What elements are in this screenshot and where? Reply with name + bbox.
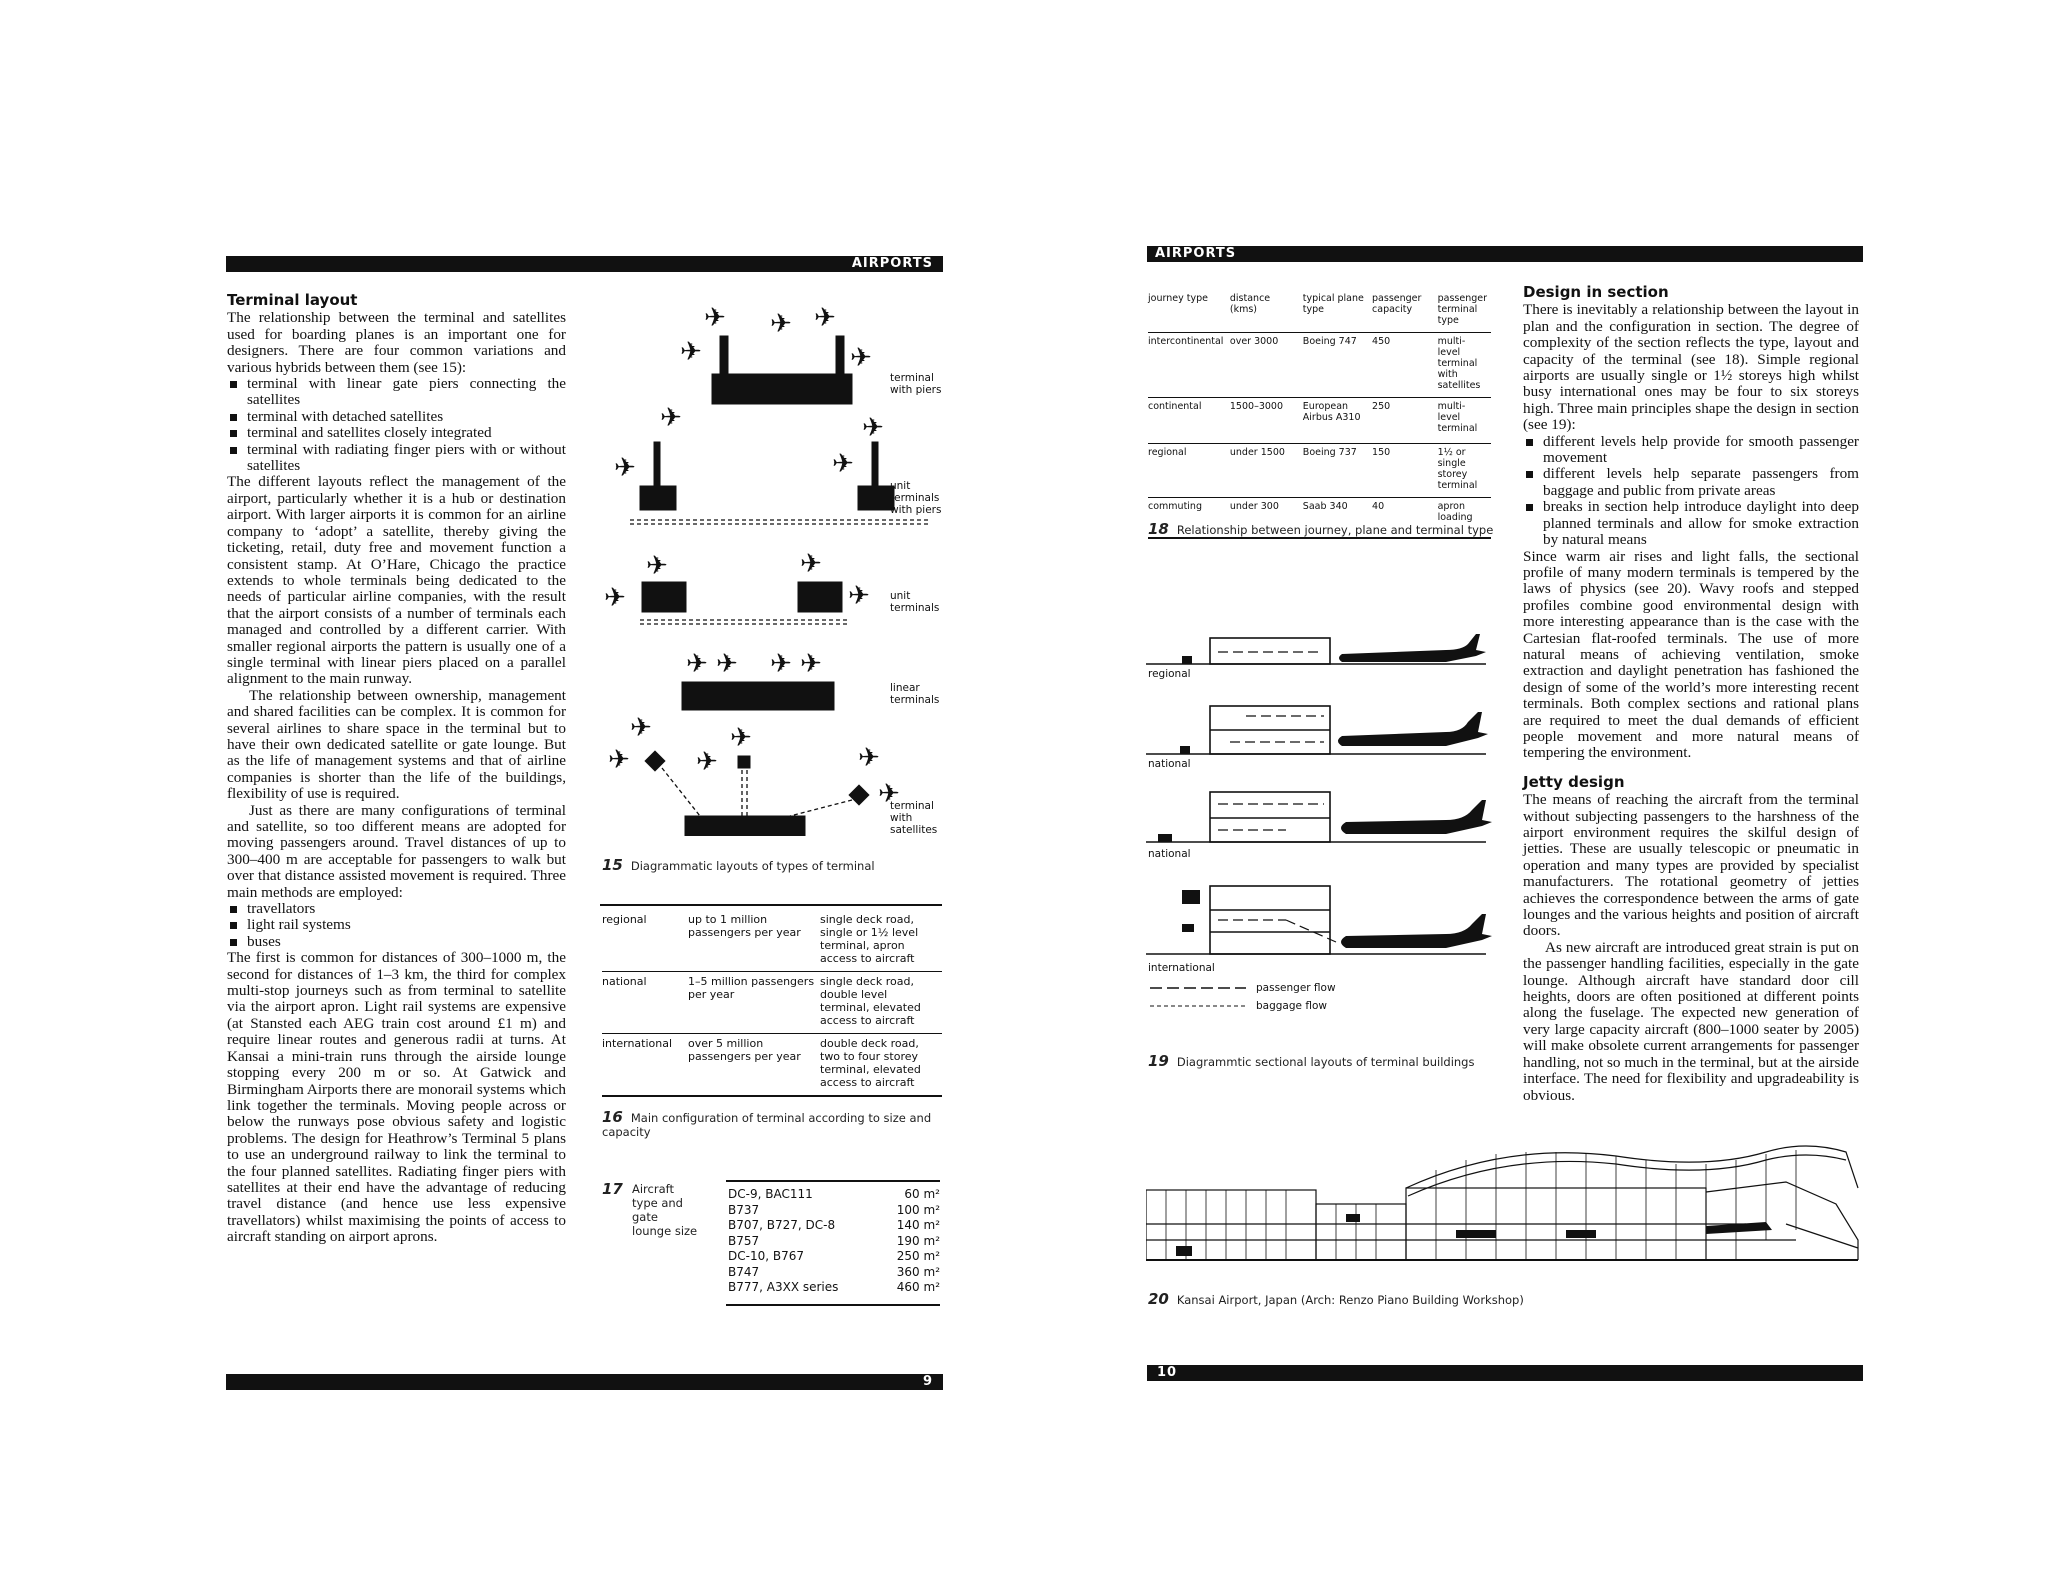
table-cell: 450 xyxy=(1372,336,1391,347)
table-row xyxy=(728,1249,940,1265)
vehicle-icon xyxy=(1182,924,1194,932)
list-item: terminal with detached satellites xyxy=(227,409,566,425)
table-cell: apron loading xyxy=(1437,501,1473,523)
table-row xyxy=(728,1218,940,1234)
fig19-label-national-2: national xyxy=(1148,848,1191,860)
table-cell: regional xyxy=(602,913,647,926)
column-header: distance (kms) xyxy=(1229,293,1271,315)
table-cell: single deck road, single or 1½ level terminal, apron access to aircraft xyxy=(820,913,919,965)
table-cell: multi-level terminal with satellites xyxy=(1437,336,1481,391)
table-cell: 1500–3000 xyxy=(1229,401,1283,412)
left-text-column xyxy=(227,292,566,1246)
fig19-label-international: international xyxy=(1148,962,1215,974)
table-cell: European Airbus A310 xyxy=(1302,401,1361,423)
aircraft-icon: ✈ xyxy=(814,303,836,333)
fig19-label-national: national xyxy=(1148,758,1191,770)
right-page-number: 10 xyxy=(1157,1365,1178,1380)
method-bullet-list xyxy=(227,901,566,950)
fig16-top-rule xyxy=(600,904,942,906)
satellite xyxy=(738,756,750,768)
table-cell: B747 xyxy=(728,1264,760,1279)
aircraft-icon: ✈ xyxy=(660,403,682,433)
aircraft-icon: ✈ xyxy=(604,583,626,613)
table-row xyxy=(1148,444,1491,498)
fig19-caption-text: Diagrammtic sectional layouts of terminal buildings xyxy=(1176,1055,1475,1069)
table-cell: B777, A3XX series xyxy=(728,1280,839,1294)
table-cell: DC-9, BAC111 xyxy=(728,1187,813,1201)
list-item: light rail systems xyxy=(227,917,566,933)
fig15-label-unit-terminals-with-piers: unit terminals with piers xyxy=(890,480,942,516)
list-item: terminal and satellites closely integrated xyxy=(227,425,566,441)
list-item: different levels help provide for smooth passenger movement xyxy=(1523,434,1859,467)
vehicle-icon xyxy=(1180,746,1190,754)
fig15-label-terminal-with-piers: terminal with piers xyxy=(890,372,942,396)
section-title-jetty-design: Jetty design xyxy=(1523,772,1625,791)
fig17-caption-text: Aircraft type and gate lounge size xyxy=(632,1182,698,1238)
table-row xyxy=(728,1203,940,1219)
fig17-bottom-rule xyxy=(726,1304,940,1306)
paragraph-ownership: The relationship between ownership, management and shared facilities can be complex. It is common for several airlines to share space in the terminal but to have their own dedicated satellite or gate lounge. But as the life of management systems and that of airline companies is shorter than the life of the buildings, flexibility of use is required. xyxy=(227,686,566,803)
table-row xyxy=(602,910,942,972)
aircraft-silhouette-icon xyxy=(1341,914,1492,948)
left-page-number: 9 xyxy=(922,1374,933,1389)
table-cell: 360 m² xyxy=(896,1264,940,1279)
table-cell: 250 m² xyxy=(896,1249,940,1263)
terminal-block xyxy=(712,374,852,404)
table-cell: 40 xyxy=(1372,501,1385,512)
table-cell: 60 m² xyxy=(904,1187,940,1201)
fig16-table xyxy=(602,910,942,1097)
pier xyxy=(872,442,878,488)
list-item: terminal with radiating finger piers with or without satellites xyxy=(227,442,566,475)
intro-paragraph: The relationship between the terminal and satellites used for boarding planes is an important one for designers. There are four common variations and various hybrids between them (see 15): xyxy=(227,309,566,376)
aircraft-icon: ✈ xyxy=(704,303,726,333)
fig15-label-unit-terminals: unit terminals xyxy=(890,590,940,614)
aircraft-icon: ✈ xyxy=(686,649,708,679)
figure-19-diagram xyxy=(1146,620,1496,1010)
fig20-number: 20 xyxy=(1148,1290,1169,1308)
table-row xyxy=(728,1265,940,1281)
fig19-legend-baggage-flow: baggage flow xyxy=(1256,1000,1327,1012)
design-paragraph-1: There is inevitably a relationship between the layout in plan and the configuration in section. The degree of complexity of the section reflects the type, layout and capacity of the terminal (see 18). Simple regional airports are usually single or 1½ storeys high whilst busy international ones may be four to six storeys high. Three main principles shape the design in section (see 19): xyxy=(1523,301,1859,434)
column-header: typical plane type xyxy=(1302,293,1364,315)
aircraft-icon: ✈ xyxy=(800,549,822,579)
section-title-terminal-layout: Terminal layout xyxy=(227,291,358,309)
unit-terminal xyxy=(798,582,842,612)
table-row xyxy=(728,1280,940,1296)
fig17-caption xyxy=(602,1182,702,1238)
table-cell: under 1500 xyxy=(1229,447,1285,458)
unit-terminal xyxy=(640,486,676,510)
jetty-paragraph-1: The means of reaching the aircraft from the terminal without subjecting passengers to the harshness of the airport environment requires the skilful design of jetties. These are usually telescopic or pneumatic in operation and many types are provided by specialist manufacturers. The rotational geometry of jetties achieves the correspondence between the arms of gate lounges and the various heights and position of aircraft doors. xyxy=(1523,791,1859,940)
table-cell: double deck road, two to four storey terminal, elevated access to aircraft xyxy=(820,1037,921,1089)
right-header-bar xyxy=(1147,246,1863,262)
unit-terminal xyxy=(858,486,894,510)
aircraft-silhouette-icon xyxy=(1338,712,1488,746)
table-cell: national xyxy=(602,975,647,988)
vehicle-icon xyxy=(1158,834,1172,842)
layout-bullet-list xyxy=(227,376,566,474)
list-item: breaks in section help introduce daylight into deep planned terminals and allow for smoke extraction by natural means xyxy=(1523,499,1859,548)
aircraft-icon: ✈ xyxy=(630,713,652,743)
table-row xyxy=(728,1234,940,1250)
table-cell: B707, B727, DC-8 xyxy=(728,1218,836,1232)
terminal-block xyxy=(685,816,805,836)
fig18-caption xyxy=(1148,520,1508,538)
table-cell: regional xyxy=(1148,447,1187,458)
figure-20-kansai-section xyxy=(1146,1130,1864,1280)
aircraft-icon: ✈ xyxy=(696,747,718,777)
column-header: passenger capacity xyxy=(1372,293,1422,315)
fig18-table xyxy=(1148,290,1494,539)
right-text-column xyxy=(1523,284,1859,1104)
table-cell: B737 xyxy=(728,1202,760,1217)
table-cell: over 5 million passengers per year xyxy=(688,1037,801,1063)
aircraft-silhouette-icon xyxy=(1339,634,1486,662)
fig19-number: 19 xyxy=(1148,1052,1169,1070)
table-cell: Boeing 747 xyxy=(1302,336,1357,347)
vehicle-icon xyxy=(1182,656,1192,664)
table-cell: continental xyxy=(1148,401,1202,412)
terminal-section xyxy=(1210,638,1330,664)
table-cell: commuting xyxy=(1148,501,1202,512)
list-item: different levels help separate passengers from baggage and public from private areas xyxy=(1523,466,1859,499)
column-header: passenger terminal type xyxy=(1437,293,1487,326)
table-cell: 1½ or single storey terminal xyxy=(1437,447,1478,491)
left-header-label: AIRPORTS xyxy=(851,256,933,271)
fig15-label-terminal-with-satellites: terminal with satellites xyxy=(890,800,938,836)
aircraft-icon: ✈ xyxy=(716,649,738,679)
pier xyxy=(654,442,660,488)
list-item: terminal with linear gate piers connecting the satellites xyxy=(227,376,566,409)
aircraft-icon: ✈ xyxy=(608,745,630,775)
table-cell: international xyxy=(602,1037,673,1050)
aircraft-icon: ✈ xyxy=(614,453,636,483)
fig16-caption-text: Main configuration of terminal according to size and capacity xyxy=(602,1111,932,1139)
list-item: buses xyxy=(227,934,566,950)
aircraft-icon: ✈ xyxy=(858,743,880,773)
fig16-caption xyxy=(602,1110,932,1139)
table-cell: 460 m² xyxy=(896,1280,940,1294)
fig20-caption-text: Kansai Airport, Japan (Arch: Renzo Piano Building Workshop) xyxy=(1176,1293,1524,1307)
table-row xyxy=(1148,333,1491,398)
paragraph-movement: Just as there are many configurations of terminal and satellite, so too different means are adopted for moving passengers around. Travel distances of up to 300–400 m are acceptable for passengers to walk but over that distance assisted movement is required. Three main methods are employed: xyxy=(227,801,566,901)
fig18-caption-text: Relationship between journey, plane and terminal type xyxy=(1176,523,1494,537)
table-cell: 1–5 million passengers per year xyxy=(688,975,815,1001)
list-item: travellators xyxy=(227,901,566,917)
aircraft-icon: ✈ xyxy=(800,649,822,679)
unit-terminal xyxy=(642,582,686,612)
fig17-number: 17 xyxy=(602,1180,623,1198)
left-footer-bar xyxy=(226,1374,943,1390)
table-cell: Boeing 737 xyxy=(1302,447,1357,458)
aircraft-icon: ✈ xyxy=(730,723,752,753)
fig15-caption-text: Diagrammatic layouts of types of terminal xyxy=(630,859,875,873)
column-header: journey type xyxy=(1148,293,1208,304)
table-row xyxy=(602,972,942,1034)
design-paragraph-2: Since warm air rises and light falls, the sectional profile of many modern terminals is tempered by the laws of physics (see 20). Wavy roofs and stepped profiles combine good environmental design with more interesting appearance than is the case with the Cartesian flat-roofed terminals. The use of more natural means of achieving ventilation, smoke extraction and daylight penetration has fashioned the design of some of the world’s more interesting recent terminals. Both complex sections and rational plans are required to meet the dual demands of efficient people movement and more natural means of tempering the environment. xyxy=(1523,547,1859,762)
table-row xyxy=(1148,398,1491,444)
terminal-section xyxy=(1210,792,1330,842)
aircraft-icon: ✈ xyxy=(832,449,854,479)
fig15-caption xyxy=(602,856,932,874)
table-cell: 140 m² xyxy=(896,1218,940,1232)
table-cell: 150 xyxy=(1372,447,1391,458)
aircraft-icon: ✈ xyxy=(850,343,872,373)
aircraft-icon: ✈ xyxy=(848,581,870,611)
design-bullet-list xyxy=(1523,434,1859,549)
pier xyxy=(720,336,728,376)
fig19-caption xyxy=(1148,1052,1508,1070)
left-header-bar xyxy=(226,256,943,272)
fig18-number: 18 xyxy=(1148,520,1169,538)
paragraph-distances: The first is common for distances of 300–1000 m, the second for distances of 1–3 km, the third for complex multi-stop journeys such as from terminal to satellite via the airport apron. Light rail systems are expensive (at Stansted each AEG train cost around £1 m) and require linear routes and generous radii at turns. At Kansai a mini-train runs through the airside lounge stopping every 200 m or so. At Gatwick and Birmingham Airports there are monorail systems which link together the terminals. Moving people across or below the runways pose obvious safety and logistic problems. The design for Heathrow’s Terminal 5 plans to use an underground railway to link the terminal to the four planned satellites. Radiating finger piers with satellites at their end have the advantage of reducing travel distance (and hence use less expensive travellators) whilst maximising the points of access to aircraft standing on airport aprons. xyxy=(227,949,566,1246)
fig17-top-rule xyxy=(726,1180,940,1182)
aircraft-icon: ✈ xyxy=(680,337,702,367)
fig19-label-regional: regional xyxy=(1148,668,1191,680)
table-cell: 100 m² xyxy=(896,1202,940,1217)
vehicle-icon xyxy=(1182,890,1200,904)
aircraft-icon: ✈ xyxy=(646,551,668,581)
table-row xyxy=(602,1034,942,1097)
fig19-legend-passenger-flow: passenger flow xyxy=(1256,982,1336,994)
right-footer-bar xyxy=(1147,1365,1863,1381)
table-row xyxy=(728,1187,940,1203)
aircraft-icon: ✈ xyxy=(770,309,792,339)
table-cell: intercontinental xyxy=(1148,336,1224,347)
right-header-label: AIRPORTS xyxy=(1155,246,1237,261)
fig15-number: 15 xyxy=(602,856,623,874)
aircraft-icon: ✈ xyxy=(770,649,792,679)
satellite xyxy=(645,751,665,771)
table-header-row xyxy=(1148,290,1491,333)
table-cell: 250 xyxy=(1372,401,1391,412)
pier xyxy=(836,336,844,376)
aircraft-icon: ✈ xyxy=(862,413,884,443)
satellite xyxy=(849,785,869,805)
aircraft-icon: ✈ xyxy=(878,779,900,809)
table-cell: over 3000 xyxy=(1229,336,1279,347)
linear-terminal xyxy=(682,682,834,710)
table-cell: single deck road, double level terminal, elevated access to aircraft xyxy=(820,975,921,1027)
fig15-label-linear-terminals: linear terminals xyxy=(890,682,940,706)
paragraph-layouts: The different layouts reflect the management of the airport, particularly whether it is a hub or destination airport. With larger airports it is common for an airline company to ‘adopt’ a satellite, thereby giving the ticketing, retail, duty free and movement function a consistent stamp. At O’Hare, Chicago the practice extends to whole terminals being dedicated to the needs of particular airline companies, with the result that the airport consists of a number of terminals each managed and controlled by a different carrier. With smaller regional airports the pattern is usually one of a single terminal with linear piers placed on a parallel alignment to the main runway. xyxy=(227,473,566,688)
table-cell: DC-10, B767 xyxy=(728,1249,804,1263)
table-cell: 190 m² xyxy=(896,1233,940,1248)
fig20-caption xyxy=(1148,1290,1748,1308)
table-cell: under 300 xyxy=(1229,501,1279,512)
fig17-table xyxy=(728,1187,940,1296)
table-cell: B757 xyxy=(728,1233,760,1248)
figure-15-diagram xyxy=(600,296,940,836)
table-cell: up to 1 million passengers per year xyxy=(688,913,801,939)
aircraft-silhouette-icon xyxy=(1341,800,1492,834)
jetty-paragraph-2: As new aircraft are introduced great strain is put on the passenger handling facilities, especially in the gate lounge. Although aircraft have standard door cill heights, doors are often positioned at different points along the fuselage. The expected new generation of very large capacity aircraft (800–1000 seater by 2005) will make obsolete current arrangements for passenger handling, not so much in the terminal, but at the airside interface. The need for flexibility and upgradeability is obvious. xyxy=(1523,938,1859,1104)
section-title-design-in-section: Design in section xyxy=(1523,283,1669,301)
table-cell: multi-level terminal xyxy=(1437,401,1478,434)
table-cell: Saab 340 xyxy=(1302,501,1348,512)
fig16-number: 16 xyxy=(602,1108,623,1126)
